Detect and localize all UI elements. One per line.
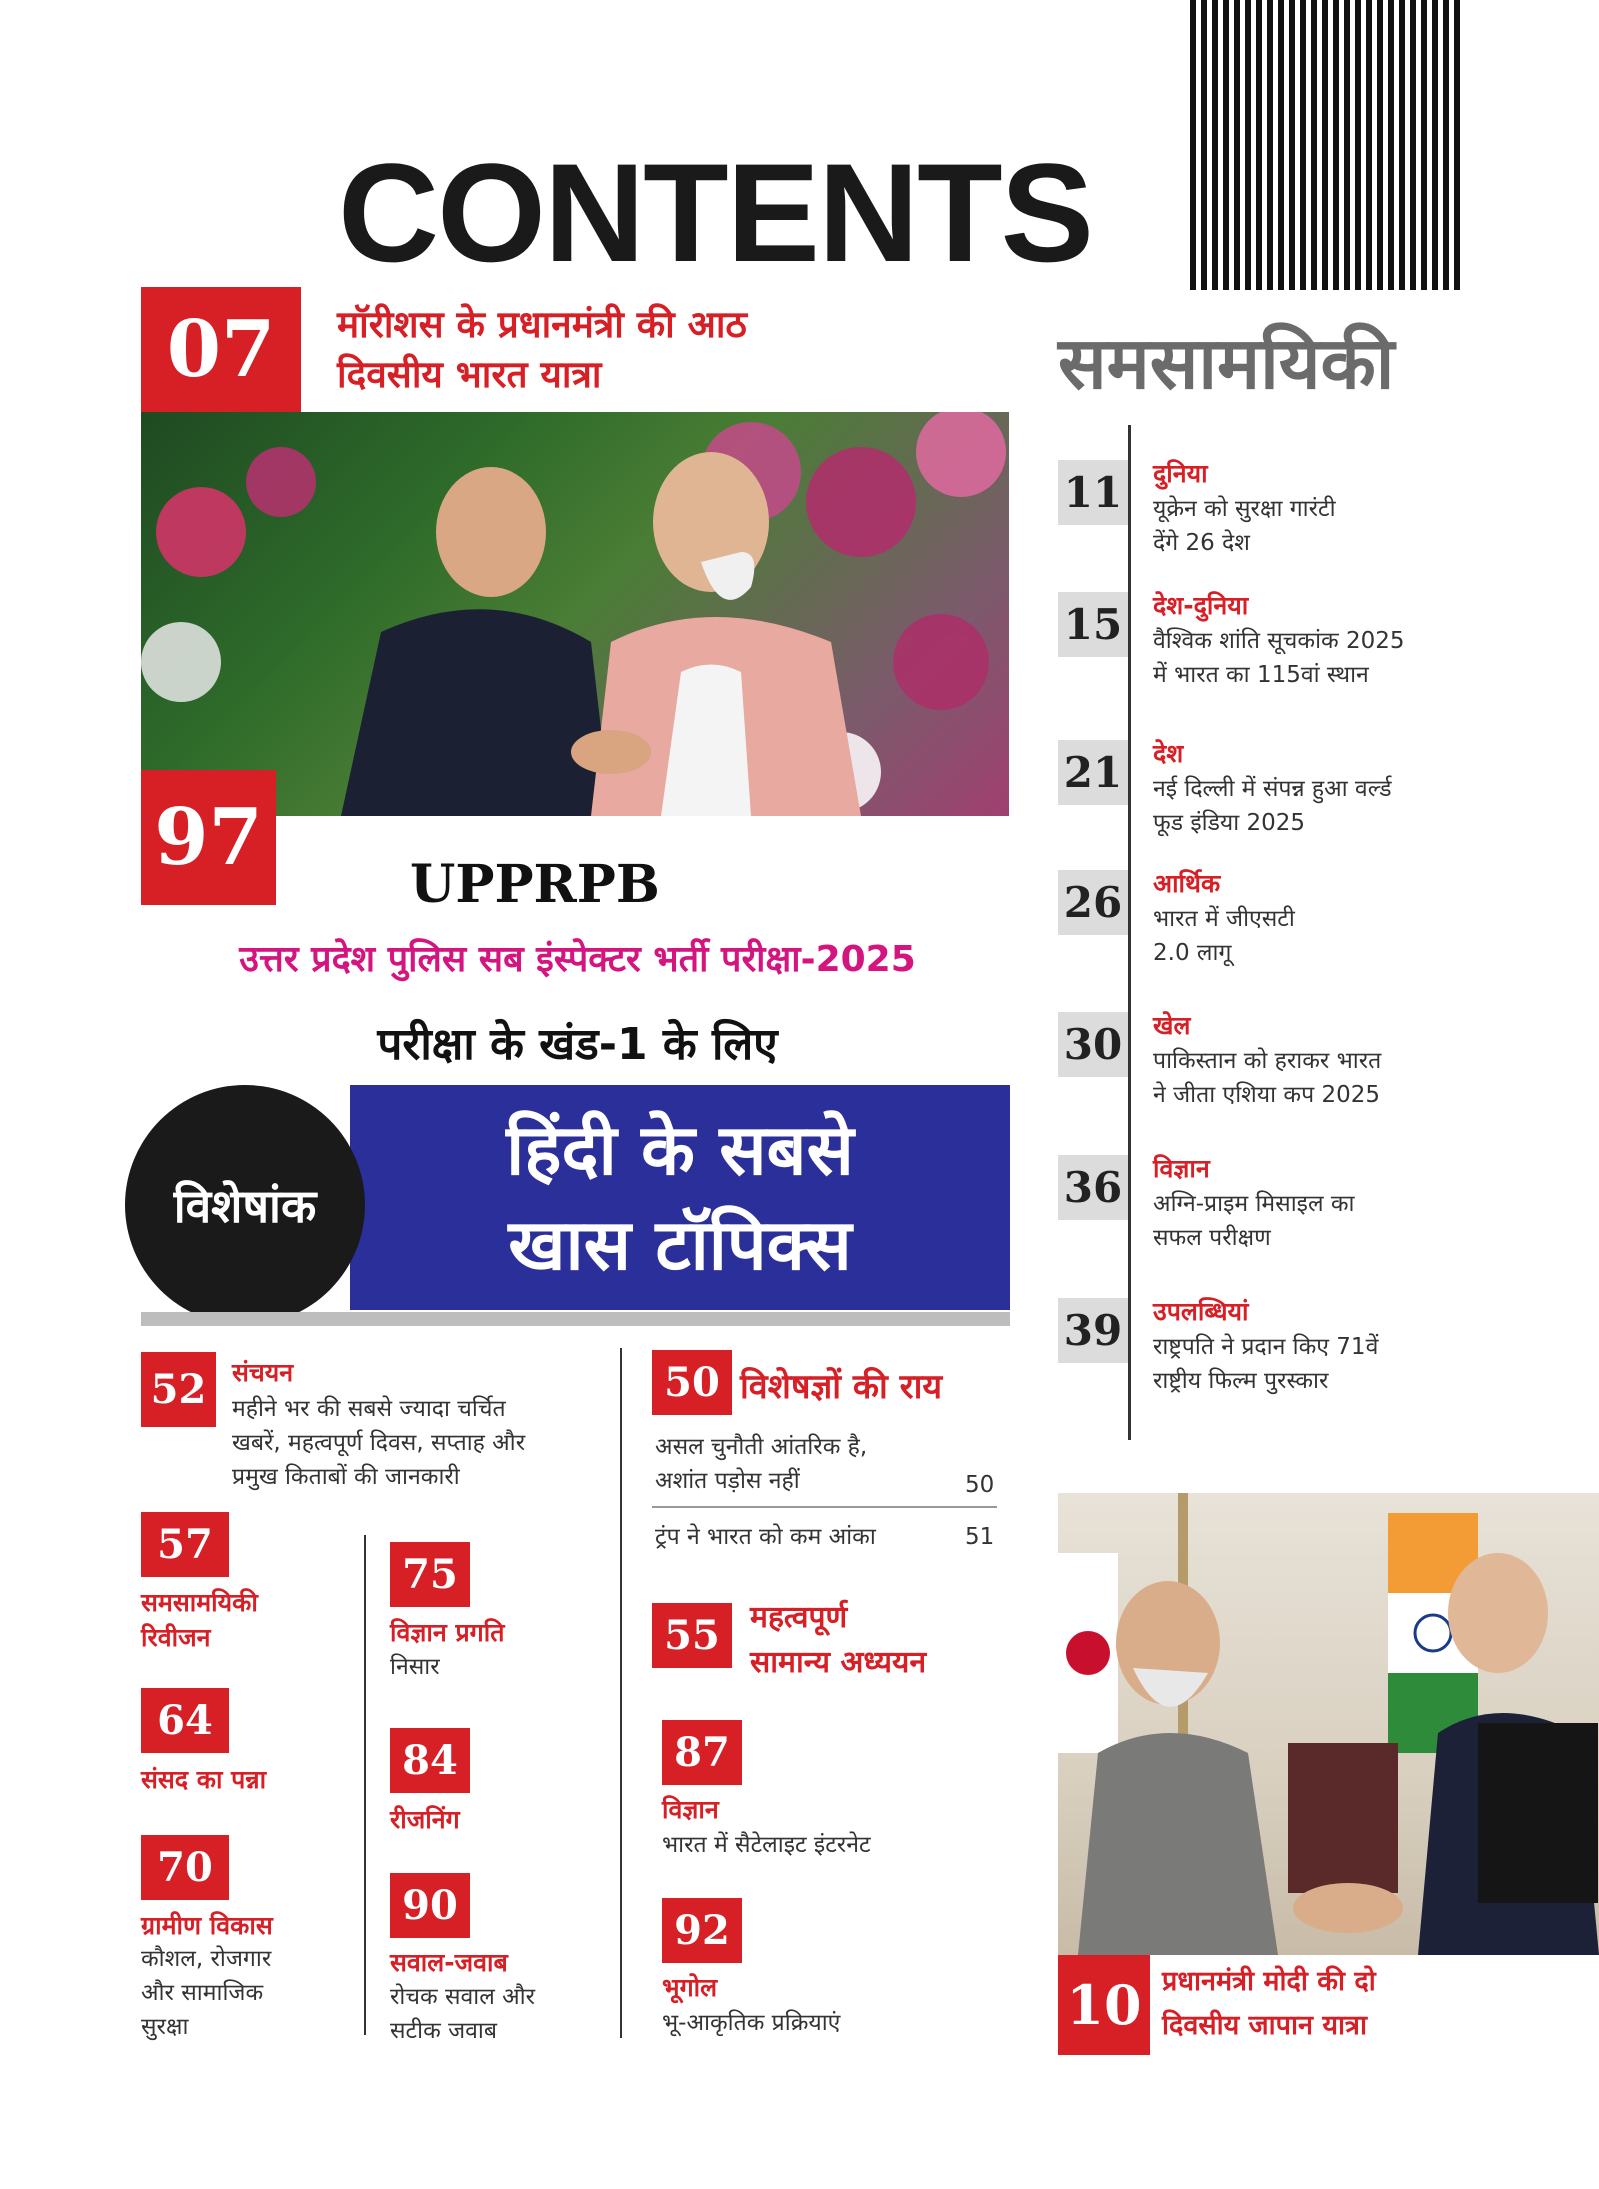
reasoning-title[interactable]: रीजनिंग (390, 1805, 460, 1834)
barcode-graphic (1190, 0, 1462, 290)
japan-title-line1: प्रधानमंत्री मोदी की दो (1162, 1966, 1376, 1997)
cover-photo (141, 412, 1009, 816)
special-page-number[interactable]: 97 (141, 770, 276, 905)
right-item-title[interactable]: उपलब्धियां (1153, 1297, 1249, 1326)
vigyan-pragati-page-number[interactable]: 75 (390, 1542, 470, 1607)
japan-title-line2: दिवसीय जापान यात्रा (1162, 2010, 1367, 2041)
revision-page-number[interactable]: 57 (141, 1512, 229, 1577)
cover-title[interactable] (337, 300, 747, 400)
banner-headline-line2: खास टॉपिक्स (508, 1203, 852, 1286)
gramin-desc-line3: सुरक्षा (141, 2014, 189, 2040)
japan-title[interactable] (1162, 1960, 1376, 2048)
right-item-desc-line1: वैश्विक शांति सूचकांक 2025 (1153, 628, 1405, 654)
experts-page-number[interactable]: 50 (652, 1350, 732, 1415)
right-item-page-number[interactable]: 11 (1058, 460, 1128, 525)
section-heading-samsamayiki: समसामयिकी (1058, 321, 1395, 405)
gramin-desc-line2: और सामाजिक (141, 1980, 264, 2006)
sankalan-desc-line2: खबरें, महत्वपूर्ण दिवस, सप्ताह और (232, 1430, 526, 1456)
right-item-page-number[interactable]: 30 (1058, 1012, 1128, 1077)
right-item-desc-line1: नई दिल्ली में संपन्न हुआ वर्ल्ड (1153, 776, 1392, 802)
experts-article2-page: 51 (965, 1524, 995, 1550)
cover-page-number[interactable]: 07 (141, 287, 301, 412)
right-item-title[interactable]: दुनिया (1153, 459, 1208, 488)
right-item-title[interactable]: देश-दुनिया (1153, 591, 1249, 620)
experts-title[interactable]: विशेषज्ञों की राय (740, 1367, 943, 1407)
reasoning-page-number[interactable]: 84 (390, 1728, 470, 1793)
vigyan-title[interactable]: विज्ञान (662, 1795, 719, 1824)
experts-article1-line2: अशांत पड़ोस नहीं (655, 1468, 800, 1494)
sankalan-page-number[interactable]: 52 (141, 1352, 216, 1427)
vigyan-pragati-desc: निसार (390, 1654, 440, 1680)
exam-section: परीक्षा के खंड-1 के लिए (377, 1019, 778, 1070)
right-item-desc-line2: सफल परीक्षण (1153, 1225, 1271, 1251)
right-item-page-number[interactable]: 26 (1058, 870, 1128, 935)
cover-title-line1: मॉरीशस के प्रधानमंत्री की आठ (337, 303, 747, 346)
right-item-desc-line2: में भारत का 115वां स्थान (1153, 662, 1369, 688)
bhugol-page-number[interactable]: 92 (662, 1898, 742, 1963)
right-item-page-number[interactable]: 39 (1058, 1298, 1128, 1363)
gramin-page-number[interactable]: 70 (141, 1835, 229, 1900)
gs-title-line2[interactable]: सामान्य अध्ययन (750, 1645, 927, 1680)
japan-page-number[interactable]: 10 (1058, 1955, 1150, 2055)
japan-visit-photo (1058, 1493, 1599, 1955)
bhugol-title[interactable]: भूगोल (662, 1973, 718, 2002)
sankalan-title[interactable]: संचयन (232, 1358, 294, 1387)
right-item-desc-line2: देंगे 26 देश (1153, 530, 1250, 556)
qa-title[interactable]: सवाल-जवाब (390, 1948, 508, 1977)
cover-title-line2: दिवसीय भारत यात्रा (337, 353, 602, 396)
experts-rule (652, 1506, 997, 1508)
right-item-desc-line2: फूड इंडिया 2025 (1153, 810, 1306, 836)
right-item-desc-line1: पाकिस्तान को हराकर भारत (1153, 1048, 1382, 1074)
banner-underline (141, 1312, 1010, 1326)
right-item-desc-line2: राष्ट्रीय फिल्म पुरस्कार (1153, 1368, 1329, 1394)
right-item-title[interactable]: आर्थिक (1153, 869, 1221, 898)
experts-article1-page: 50 (965, 1472, 995, 1498)
badge-label: विशेषांक (173, 1179, 317, 1233)
right-column-divider (1128, 425, 1131, 1440)
gs-page-number[interactable]: 55 (652, 1603, 732, 1668)
sansad-title[interactable]: संसद का पन्ना (141, 1765, 267, 1794)
right-item-desc-line1: अग्नि-प्राइम मिसाइल का (1153, 1191, 1355, 1217)
vigyan-desc: भारत में सैटेलाइट इंटरनेट (662, 1832, 871, 1858)
lower-divider-1 (364, 1535, 366, 2035)
right-item-desc-line2: ने जीता एशिया कप 2025 (1153, 1082, 1380, 1108)
right-item-title[interactable]: खेल (1153, 1011, 1191, 1040)
right-item-desc-line2: 2.0 लागू (1153, 940, 1232, 966)
gramin-desc-line1: कौशल, रोजगार (141, 1946, 272, 1972)
gs-title-line1[interactable]: महत्वपूर्ण (750, 1600, 848, 1635)
exam-name: उत्तर प्रदेश पुलिस सब इंस्पेक्टर भर्ती परीक्षा-2025 (239, 939, 916, 980)
right-item-page-number[interactable]: 15 (1058, 592, 1128, 657)
revision-title-line1[interactable]: समसामयिकी (141, 1588, 258, 1617)
right-item-desc-line1: यूक्रेन को सुरक्षा गारंटी (1153, 496, 1336, 522)
qa-page-number[interactable]: 90 (390, 1873, 470, 1938)
vigyan-pragati-title[interactable]: विज्ञान प्रगति (390, 1618, 505, 1647)
banner-headline-line1: हिंदी के सबसे (506, 1108, 854, 1191)
experts-article1-line1: असल चुनौती आंतरिक है, (655, 1434, 868, 1460)
exam-code: UPPRPB (410, 854, 660, 915)
sansad-page-number[interactable]: 64 (141, 1688, 229, 1753)
vigyan-page-number[interactable]: 87 (662, 1720, 742, 1785)
right-item-desc-line1: राष्ट्रपति ने प्रदान किए 71वें (1153, 1334, 1379, 1360)
special-issue-banner[interactable] (350, 1085, 1010, 1310)
sankalan-desc-line3: प्रमुख किताबों की जानकारी (232, 1464, 460, 1490)
page-title: CONTENTS (338, 134, 1092, 291)
right-item-title[interactable]: विज्ञान (1153, 1154, 1210, 1183)
qa-desc-line2: सटीक जवाब (390, 2018, 498, 2044)
right-item-page-number[interactable]: 21 (1058, 740, 1128, 805)
experts-article2: ट्रंप ने भारत को कम आंका (655, 1524, 876, 1550)
qa-desc-line1: रोचक सवाल और (390, 1984, 536, 2010)
right-item-desc-line1: भारत में जीएसटी (1153, 906, 1295, 932)
sankalan-desc-line1: महीने भर की सबसे ज्यादा चर्चित (232, 1396, 506, 1422)
right-item-page-number[interactable]: 36 (1058, 1155, 1128, 1220)
revision-title-line2[interactable]: रिवीजन (141, 1623, 211, 1652)
gramin-title[interactable]: ग्रामीण विकास (141, 1911, 273, 1940)
right-item-title[interactable]: देश (1153, 739, 1184, 768)
lower-divider-2 (620, 1348, 622, 2038)
special-issue-badge (125, 1085, 365, 1325)
bhugol-desc: भू-आकृतिक प्रक्रियाएं (662, 2010, 841, 2036)
